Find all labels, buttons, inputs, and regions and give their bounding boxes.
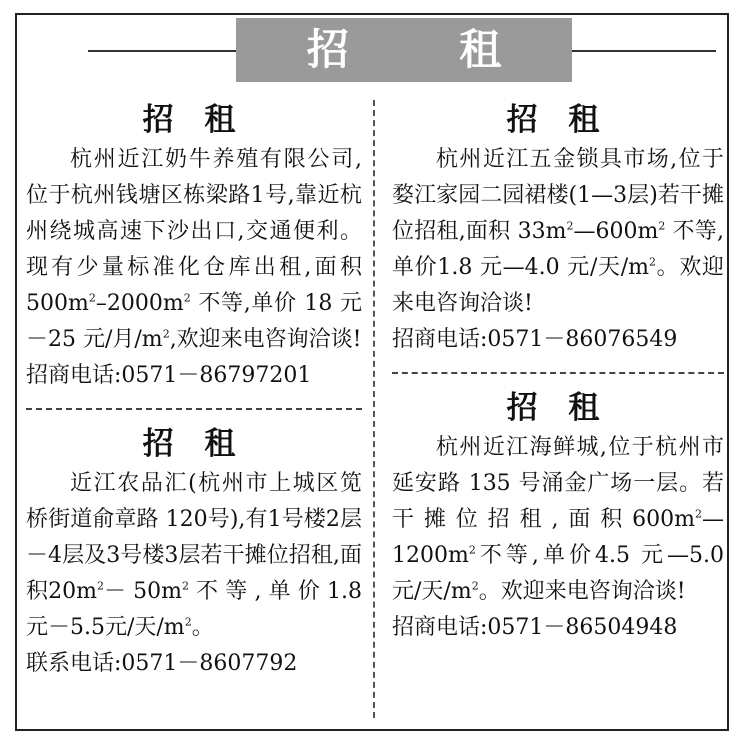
ad-separator — [26, 408, 362, 410]
ad-block-farm-market — [26, 422, 362, 682]
column-divider — [373, 100, 375, 718]
ad-separator — [392, 372, 724, 374]
ad-block-dairy — [26, 98, 362, 394]
ad-body: 杭州近江五金锁具市场,位于婺江家园二园裙楼(1—3层)若干摊位招租,面积 $33m^2—600m^2$ 不等,单价1.8 元—4.0 元/天$/m^2$。欢迎来电咨询洽谈! — [392, 147, 724, 316]
ad-title: 招 租 — [506, 102, 610, 138]
ad-body: 近江农品汇(杭州市上城区笕桥街道俞章路 120号),有1号楼2层－4层及3号楼3层若干摊位招租,面积$20m^2- 50m^2$ 不 等 , 单 价 1.8元－5.5元/天$/m^2$。 — [26, 471, 362, 640]
right-column — [392, 98, 724, 646]
ad-title: 招 租 — [142, 426, 246, 462]
header-rule-left — [88, 50, 236, 52]
ad-title: 招 租 — [506, 390, 610, 426]
header-rule-right — [566, 50, 716, 52]
ad-contact-phone: 联系电话:0571－8607792 — [26, 651, 298, 676]
left-column — [26, 98, 362, 682]
ad-title: 招 租 — [142, 102, 246, 138]
ad-block-seafood-market — [392, 386, 724, 646]
ad-contact-phone: 招商电话:0571－86076549 — [392, 327, 678, 352]
ad-body: 杭州近江海鲜城,位于杭州市延安路 135 号涌金广场一层。若干摊位招租,面积$600m^2—1200m^2$不等,单价4.5 元—5.0 元/天$/m^2$。欢迎来电咨询洽谈! — [392, 435, 724, 604]
ad-body: 杭州近江奶牛养殖有限公司,位于杭州钱塘区栋梁路1号,靠近杭州绕城高速下沙出口,交通便利。现有少量标准化仓库出租,面积 $500m^2-2000m^2$ 不等,单价 18 元－25 元/月$/m^2$,欢迎来电咨询洽谈! — [26, 147, 362, 352]
section-banner: 招 租 — [236, 18, 572, 82]
ad-contact-phone: 招商电话:0571－86504948 — [392, 615, 678, 640]
ad-block-hardware-market — [392, 98, 724, 358]
ad-contact-phone: 招商电话:0571－86797201 — [26, 363, 312, 388]
